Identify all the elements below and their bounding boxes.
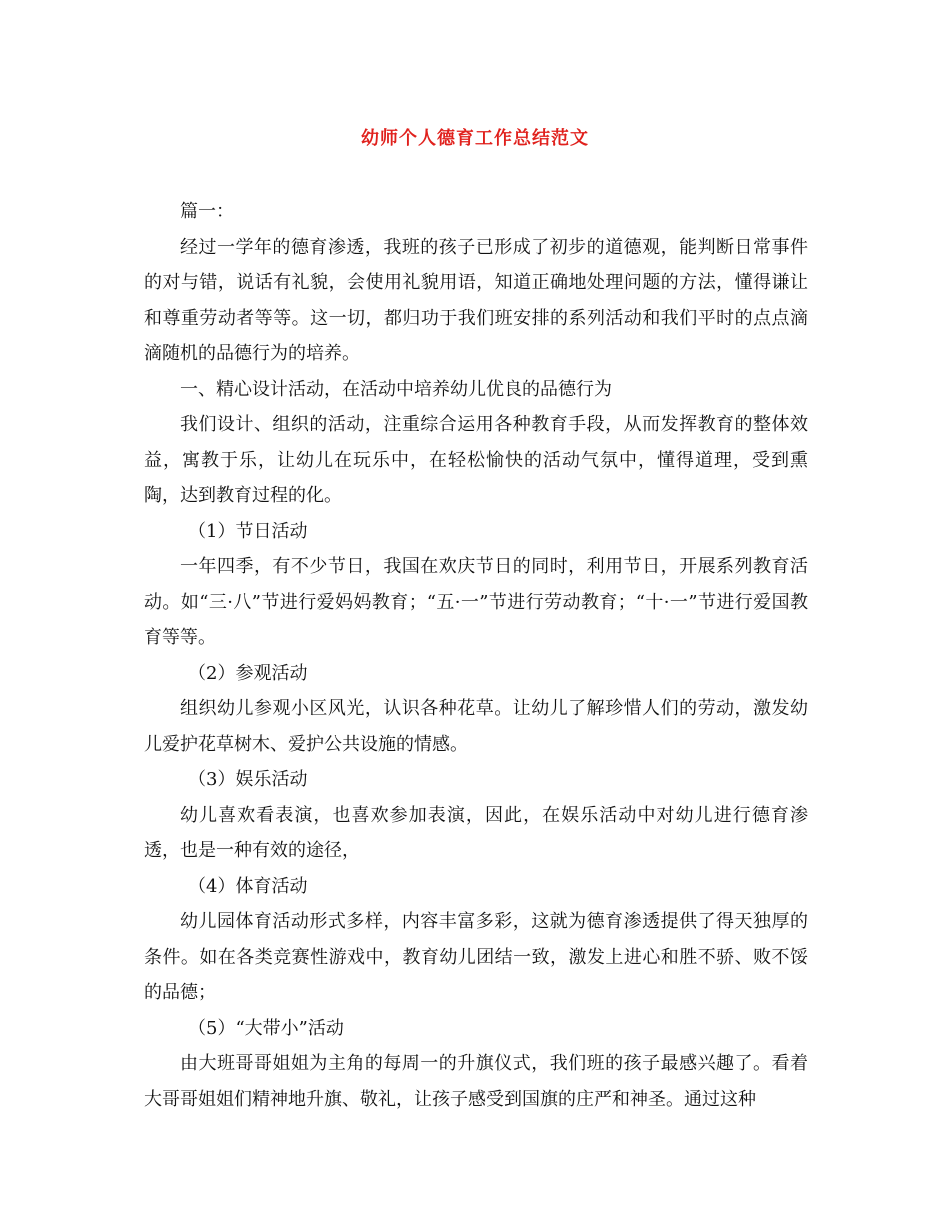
subsection-heading: （2）参观活动 — [188, 662, 308, 684]
body-paragraph: 经过一学年的德育渗透，我班的孩子已形成了初步的道德观，能判断日常事件的对与错，说话有礼貌，会使用礼貌用语，知道正确地处理问题的方法，懂得谦让和尊重劳动者等等。这一切，都归功于我们班安排的系列活动和我们平时的点点滴滴随机的品德行为的培养。 — [144, 236, 808, 364]
body-paragraph: 由大班哥哥姐姐为主角的每周一的升旗仪式，我们班的孩子最感兴趣了。看着大哥哥姐姐们精神地升旗、敬礼，让孩子感受到国旗的庄严和神圣。通过这种 — [144, 1053, 808, 1110]
body-paragraph: 幼儿喜欢看表演，也喜欢参加表演，因此，在娱乐活动中对幼儿进行德育渗透，也是一种有效的途径， — [144, 804, 808, 861]
subsection-heading: （4）体育活动 — [188, 875, 308, 897]
body-paragraph: 组织幼儿参观小区风光，认识各种花草。让幼儿了解珍惜人们的劳动，激发幼儿爱护花草树木、爱护公共设施的情感。 — [144, 698, 808, 755]
document-body — [144, 194, 808, 1117]
section-heading: 一、精心设计活动，在活动中培养幼儿优良的品德行为 — [180, 378, 612, 400]
body-paragraph: 一年四季，有不少节日，我国在欢庆节日的同时，利用节日，开展系列教育活动。如“三·八”节进行爱妈妈教育；“五·一”节进行劳动教育；“十·一”节进行爱国教育等等。 — [144, 556, 808, 648]
body-paragraph: 幼儿园体育活动形式多样，内容丰富多彩，这就为德育渗透提供了得天独厚的条件。如在各类竞赛性游戏中，教育幼儿团结一致，激发上进心和胜不骄、败不馁的品德； — [144, 911, 808, 1003]
section-label: 篇一： — [180, 201, 234, 222]
subsection-heading: （3）娱乐活动 — [188, 769, 308, 790]
subsection-heading: （1）节日活动 — [188, 520, 308, 542]
document-title: 幼师个人德育工作总结范文 — [361, 128, 589, 149]
subsection-heading: （5）“大带小”活动 — [188, 1017, 344, 1039]
body-paragraph: 我们设计、组织的活动，注重综合运用各种教育手段，从而发挥教育的整体效益，寓教于乐，让幼儿在玩乐中，在轻松愉快的活动气氛中，懂得道理，受到熏陶，达到教育过程的化。 — [144, 414, 808, 506]
